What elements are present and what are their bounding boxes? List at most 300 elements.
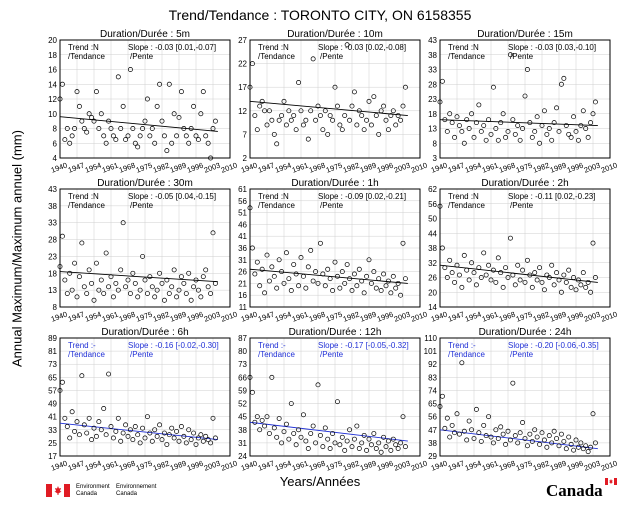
data-point — [174, 295, 178, 299]
y-tick-label: 8 — [52, 124, 57, 134]
data-point — [277, 416, 281, 420]
data-point — [270, 265, 274, 269]
data-point — [77, 275, 81, 279]
x-tick-label: 1961 — [100, 160, 120, 175]
x-tick-label: 1989 — [358, 309, 378, 324]
data-point — [389, 291, 393, 295]
x-tick-label: 1961 — [290, 309, 310, 324]
data-point — [63, 137, 67, 141]
pente-label: /Pente — [510, 52, 534, 61]
data-point — [87, 268, 91, 272]
panel-title: Duration/Durée : 12h — [288, 327, 382, 338]
data-point — [474, 407, 478, 411]
data-point — [386, 279, 390, 283]
x-tick-label: 1947 — [256, 458, 276, 473]
data-point — [518, 138, 522, 142]
y-tick-label: 28 — [428, 80, 437, 90]
y-tick-label: 33 — [48, 218, 57, 228]
chart-panel — [48, 29, 238, 175]
x-tick-label: 1961 — [290, 458, 310, 473]
data-point — [65, 291, 69, 295]
data-point — [294, 443, 298, 447]
data-point — [335, 400, 339, 404]
data-point — [102, 406, 106, 410]
y-tick-label: 3 — [432, 154, 437, 163]
x-tick-label: 1940 — [429, 160, 449, 175]
data-point — [133, 281, 137, 285]
x-tick-label: 1982 — [531, 160, 551, 175]
data-point — [450, 270, 454, 274]
data-point — [199, 295, 203, 299]
slope-label: Slope : -0.03 [0.03,-0.10] — [508, 43, 597, 52]
data-point — [162, 431, 166, 435]
pente-label: /Pente — [320, 52, 344, 61]
x-tick-label: 1954 — [463, 160, 483, 175]
trend-label: Trend :N — [258, 192, 289, 201]
x-tick-label: 2010 — [219, 309, 239, 324]
data-point — [111, 436, 115, 440]
x-tick-label: 1982 — [531, 458, 551, 473]
data-point — [102, 134, 106, 138]
data-point — [520, 420, 524, 424]
pente-label: /Pente — [130, 350, 154, 359]
trend-label: Trend :- — [258, 341, 286, 350]
y-tick-label: 81 — [48, 347, 57, 357]
data-point — [82, 423, 86, 427]
y-tick-label: 7 — [242, 130, 247, 140]
panel-title: Duration/Durée : 5m — [99, 29, 191, 40]
tendance-label: /Tendance — [68, 201, 105, 210]
x-tick-label: 1968 — [307, 309, 327, 324]
y-tick-label: 45 — [238, 412, 247, 422]
data-point — [379, 288, 383, 292]
data-point — [338, 443, 342, 447]
data-point — [347, 118, 351, 122]
panel-title: Duration/Durée : 6h — [101, 327, 189, 338]
x-tick-label: 1989 — [168, 160, 188, 175]
x-tick-label: 2010 — [409, 309, 429, 324]
data-point — [116, 75, 120, 79]
data-point — [121, 431, 125, 435]
x-tick-label: 1947 — [446, 458, 466, 473]
trend-label: Trend :- — [68, 341, 96, 350]
data-point — [204, 134, 208, 138]
y-tick-label: 18 — [428, 109, 437, 119]
data-point — [355, 123, 359, 127]
data-point — [518, 278, 522, 282]
panel-title: Duration/Durée : 1h — [291, 178, 379, 189]
x-tick-label: 1989 — [168, 309, 188, 324]
trend-label: Trend :N — [258, 43, 289, 52]
data-point — [191, 104, 195, 108]
data-point — [530, 135, 534, 139]
panel-title: Duration/Durée : 2h — [481, 178, 569, 189]
data-point — [364, 448, 368, 452]
y-tick-label: 38 — [428, 438, 437, 448]
tendance-label: /Tendance — [258, 52, 295, 61]
y-tick-label: 23 — [428, 95, 437, 104]
y-tick-label: 51 — [238, 208, 247, 218]
y-tick-label: 20 — [428, 288, 437, 298]
data-point — [448, 258, 452, 262]
chart-panel — [48, 178, 238, 324]
data-point — [153, 295, 157, 299]
data-point — [128, 291, 132, 295]
data-point — [345, 439, 349, 443]
chart-panel — [238, 29, 428, 175]
x-tick-label: 1975 — [134, 309, 154, 324]
data-point — [70, 410, 74, 414]
data-point — [77, 433, 81, 437]
data-point — [457, 123, 461, 127]
y-tick-label: 110 — [424, 334, 437, 343]
pente-label: /Pente — [130, 201, 154, 210]
y-tick-label: 66 — [238, 373, 247, 383]
data-point — [301, 413, 305, 417]
y-tick-label: 101 — [423, 347, 437, 357]
y-tick-label: 43 — [428, 36, 437, 45]
data-point — [258, 104, 262, 108]
x-tick-label: 1975 — [134, 160, 154, 175]
data-point — [304, 439, 308, 443]
x-tick-label: 1954 — [463, 309, 483, 324]
data-point — [554, 106, 558, 110]
data-point — [326, 267, 330, 271]
data-point — [381, 435, 385, 439]
data-point — [343, 113, 347, 117]
data-point — [301, 274, 305, 278]
data-point — [374, 446, 378, 450]
pente-label: /Pente — [130, 52, 154, 61]
environment-canada-logo — [46, 482, 156, 500]
trend-label: Trend :N — [68, 43, 99, 52]
x-tick-label: 2010 — [599, 458, 619, 473]
x-tick-label: 1961 — [290, 160, 310, 175]
data-point — [386, 439, 390, 443]
data-point — [189, 438, 193, 442]
y-tick-label: 18 — [48, 50, 57, 60]
x-tick-label: 2003 — [392, 458, 412, 473]
data-point — [545, 132, 549, 136]
data-point — [403, 445, 407, 449]
data-point — [586, 135, 590, 139]
data-point — [479, 129, 483, 133]
data-point — [170, 285, 174, 289]
data-point — [374, 113, 378, 117]
data-point — [148, 134, 152, 138]
data-point — [123, 285, 127, 289]
data-point — [311, 424, 315, 428]
x-tick-label: 1940 — [429, 309, 449, 324]
data-point — [486, 263, 490, 267]
y-tick-label: 92 — [428, 360, 437, 370]
y-tick-label: 22 — [238, 59, 247, 69]
data-point — [542, 288, 546, 292]
pente-label: /Pente — [320, 350, 344, 359]
data-point — [352, 437, 356, 441]
data-point — [567, 435, 571, 439]
x-tick-label: 2003 — [582, 160, 602, 175]
data-point — [289, 118, 293, 122]
y-tick-label: 50 — [428, 214, 437, 224]
chart-panel — [48, 327, 238, 473]
data-point — [155, 104, 159, 108]
data-point — [255, 128, 259, 132]
x-tick-label: 1940 — [49, 458, 69, 473]
data-point — [70, 134, 74, 138]
data-point — [318, 113, 322, 117]
x-tick-label: 1954 — [463, 458, 483, 473]
data-point — [484, 138, 488, 142]
data-point — [450, 423, 454, 427]
x-tick-label: 2010 — [219, 160, 239, 175]
y-tick-label: 29 — [428, 452, 437, 461]
data-point — [460, 285, 464, 289]
data-point — [352, 272, 356, 276]
y-tick-label: 38 — [238, 425, 247, 435]
data-point — [267, 431, 271, 435]
slope-label: Slope : -0.05 [0.04,-0.15] — [128, 192, 217, 201]
data-point — [196, 137, 200, 141]
data-point — [213, 119, 217, 123]
chart-panel — [428, 29, 618, 175]
data-point — [275, 142, 279, 146]
trend-label: Trend :- — [448, 341, 476, 350]
data-point — [576, 138, 580, 142]
y-axis-label: Annual Maximum/Maximum annuel (mm) — [9, 130, 25, 367]
x-tick-label: 1982 — [151, 309, 171, 324]
data-point — [270, 118, 274, 122]
y-tick-label: 33 — [48, 425, 57, 435]
slope-label: Slope : -0.11 [0.02,-0.23] — [508, 192, 596, 201]
data-point — [328, 113, 332, 117]
x-tick-label: 1975 — [514, 309, 534, 324]
x-tick-label: 1982 — [341, 309, 361, 324]
y-tick-label: 10 — [48, 109, 57, 119]
data-point — [503, 266, 507, 270]
y-tick-label: 65 — [48, 373, 57, 383]
data-point — [465, 438, 469, 442]
x-tick-label: 1961 — [100, 458, 120, 473]
chart-panel — [238, 178, 428, 324]
y-tick-label: 14 — [48, 80, 57, 90]
data-point — [562, 273, 566, 277]
x-tick-label: 2003 — [582, 309, 602, 324]
x-tick-label: 1982 — [341, 458, 361, 473]
data-point — [182, 281, 186, 285]
x-tick-label: 1968 — [497, 309, 517, 324]
data-point — [586, 450, 590, 454]
data-point — [104, 433, 108, 437]
data-point — [457, 432, 461, 436]
canada-wordmark-text: Canada — [546, 481, 603, 500]
y-tick-label: 44 — [428, 229, 437, 239]
pente-label: /Pente — [510, 201, 534, 210]
y-tick-label: 33 — [428, 65, 437, 75]
data-point — [189, 298, 193, 302]
x-tick-label: 1968 — [117, 160, 137, 175]
x-tick-label: 2010 — [219, 458, 239, 473]
data-point — [306, 446, 310, 450]
wordmark-flag-icon — [605, 478, 617, 485]
x-tick-label: 2010 — [409, 458, 429, 473]
x-tick-label: 2010 — [409, 160, 429, 175]
data-point — [516, 263, 520, 267]
data-point — [386, 128, 390, 132]
data-point — [542, 438, 546, 442]
data-point — [306, 265, 310, 269]
x-tick-label: 2003 — [582, 458, 602, 473]
y-tick-label: 31 — [238, 438, 247, 448]
x-tick-label: 1940 — [239, 309, 259, 324]
data-point — [304, 286, 308, 290]
data-point — [131, 438, 135, 442]
x-tick-label: 1989 — [358, 160, 378, 175]
data-point — [533, 129, 537, 133]
data-point — [452, 135, 456, 139]
slope-label: Slope : -0.03 [0.01,-0.07] — [128, 43, 217, 52]
data-point — [296, 80, 300, 84]
x-tick-label: 1982 — [151, 160, 171, 175]
panel-title: Duration/Durée : 10m — [287, 29, 383, 40]
y-tick-label: 56 — [428, 199, 437, 209]
data-point — [389, 448, 393, 452]
data-point — [391, 274, 395, 278]
data-point — [465, 118, 469, 122]
x-tick-label: 1947 — [446, 309, 466, 324]
data-point — [250, 390, 254, 394]
data-point — [77, 104, 81, 108]
x-tick-label: 1954 — [83, 309, 103, 324]
data-point — [294, 128, 298, 132]
canada-flag-icon — [46, 484, 70, 497]
y-tick-label: 73 — [238, 360, 247, 370]
trend-line — [250, 422, 408, 441]
y-tick-label: 89 — [48, 334, 57, 343]
y-tick-label: 62 — [428, 185, 437, 194]
data-point — [482, 251, 486, 255]
y-tick-label: 12 — [238, 106, 247, 116]
data-point — [499, 270, 503, 274]
x-tick-label: 1975 — [134, 458, 154, 473]
data-point — [335, 274, 339, 278]
data-point — [262, 291, 266, 295]
x-tick-label: 1982 — [151, 458, 171, 473]
data-point — [362, 291, 366, 295]
data-point — [201, 90, 205, 94]
data-point — [63, 278, 67, 282]
data-point — [114, 137, 118, 141]
data-point — [374, 286, 378, 290]
x-tick-label: 1968 — [117, 458, 137, 473]
data-point — [97, 419, 101, 423]
data-point — [106, 372, 110, 376]
tendance-label: /Tendance — [258, 201, 295, 210]
data-point — [309, 431, 313, 435]
data-point — [157, 423, 161, 427]
y-tick-label: 56 — [238, 196, 247, 206]
x-tick-label: 1968 — [497, 458, 517, 473]
data-point — [364, 118, 368, 122]
data-point — [136, 433, 140, 437]
y-tick-label: 20 — [48, 36, 57, 45]
slope-label: Slope : -0.09 [0.02,-0.21] — [318, 192, 407, 201]
canada-wordmark — [546, 478, 630, 502]
data-point — [60, 380, 64, 384]
data-point — [394, 443, 398, 447]
trend-line — [440, 120, 598, 126]
data-point — [323, 284, 327, 288]
x-tick-label: 1996 — [565, 160, 585, 175]
x-tick-label: 1989 — [168, 458, 188, 473]
y-tick-label: 17 — [238, 83, 247, 93]
data-point — [328, 277, 332, 281]
y-tick-label: 38 — [428, 50, 437, 60]
x-tick-label: 1996 — [185, 309, 205, 324]
x-tick-label: 1954 — [83, 458, 103, 473]
env-fr-label: Environnement — [116, 484, 157, 490]
data-point — [338, 123, 342, 127]
data-point — [372, 95, 376, 99]
y-tick-label: 16 — [48, 65, 57, 75]
data-point — [179, 275, 183, 279]
x-tick-label: 1975 — [514, 458, 534, 473]
y-tick-label: 2 — [242, 154, 247, 163]
data-point — [262, 424, 266, 428]
x-tick-label: 1947 — [66, 309, 86, 324]
data-point — [323, 426, 327, 430]
x-tick-label: 1975 — [514, 160, 534, 175]
data-point — [284, 123, 288, 127]
data-point — [581, 270, 585, 274]
data-point — [537, 266, 541, 270]
data-point — [398, 118, 402, 122]
data-point — [204, 268, 208, 272]
data-point — [381, 104, 385, 108]
data-point — [357, 446, 361, 450]
data-point — [114, 281, 118, 285]
data-point — [326, 437, 330, 441]
env-en-label: Environment — [76, 484, 110, 490]
data-point — [379, 450, 383, 454]
data-point — [172, 436, 176, 440]
data-point — [579, 283, 583, 287]
y-tick-label: 59 — [238, 386, 247, 396]
x-tick-label: 1954 — [273, 309, 293, 324]
y-tick-label: 12 — [48, 95, 57, 104]
data-point — [296, 284, 300, 288]
data-point — [564, 447, 568, 451]
data-point — [99, 278, 103, 282]
data-point — [267, 279, 271, 283]
data-point — [352, 90, 356, 94]
data-point — [85, 130, 89, 134]
data-point — [550, 263, 554, 267]
data-point — [396, 113, 400, 117]
data-point — [355, 424, 359, 428]
data-point — [369, 123, 373, 127]
y-tick-label: 13 — [48, 286, 57, 296]
y-tick-label: 65 — [428, 399, 437, 409]
data-point — [513, 132, 517, 136]
page-title: Trend/Tendance : TORONTO CITY, ON 6158355 — [168, 7, 472, 23]
data-point — [94, 261, 98, 265]
x-tick-label: 1940 — [49, 309, 69, 324]
data-point — [533, 270, 537, 274]
x-tick-label: 1968 — [117, 309, 137, 324]
x-tick-label: 1996 — [375, 160, 395, 175]
data-point — [174, 134, 178, 138]
